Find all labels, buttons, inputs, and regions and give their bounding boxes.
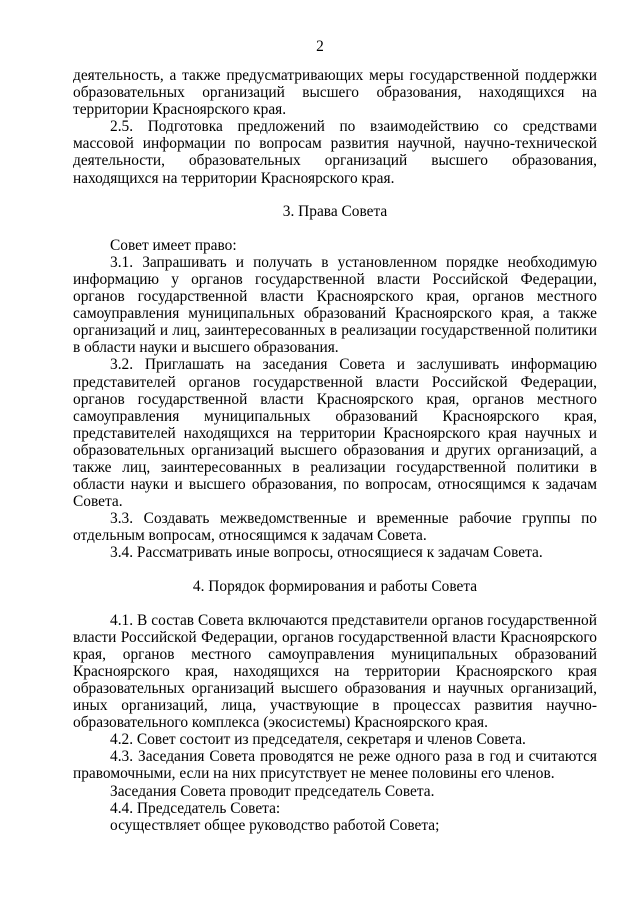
spacer [73,187,597,203]
spacer [73,562,597,578]
section-3-heading: 3. Права Совета [282,202,388,220]
paragraph-2-5: 2.5. Подготовка предложений по взаимодействию со средствами массовой информации по вопросам развития научной, научно-технической деятельности, образовательных организаций высшего образования, находящихся на территории Красноярского края. [73,118,597,187]
paragraph-3-4: 3.4. Рассматривать иные вопросы, относящиеся к задачам Совета. [110,544,543,562]
paragraph-3-1: 3.1. Запрашивать и получать в установленном порядке необходимую информацию у органов государственной власти Российской Федерации, органов государственной власти Красноярского края, органов местного самоуправления муниципальных образований Красноярского края, а также организаций и лиц, заинтересованных в реализации государственной политики в области науки и высшего образования. [73,253,597,357]
section-3-lead: Совет имеет право: [110,236,237,254]
spacer [73,595,597,612]
paragraph-4-4-item: осуществляет общее руководство работой Совета; [110,816,440,834]
paragraph-4-3-continued: Заседания Совета проводит председатель Совета. [110,782,435,800]
document-body [73,67,597,834]
paragraph-4-1: 4.1. В состав Совета включаются представители органов государственной власти Российской Федерации, органов государственной власти Красноярского края, органов местного самоуправления муниципальных образований Красноярского края, находящихся на территории Красноярского края образовательных организаций высшего образования и научных организаций, иных организаций, лица, участвующие в процессах развития научно-образовательного комплекса (экосистемы) Красноярского края. [73,611,597,732]
paragraph-4-4: 4.4. Председатель Совета: [110,799,281,817]
spacer [73,220,597,237]
paragraph-3-2: 3.2. Приглашать на заседания Совета и заслушивать информацию представителей органов государственной власти Российской Федерации, органов государственной власти Красноярского края, органов местного самоуправления муниципальных образований Красноярского края, представителей находящихся на территории Красноярского края научных и образовательных организаций высшего образования и других организаций, а также лиц, заинтересованных в реализации государственной политики в области науки и высшего образования, по вопросам, относящимся к задачам Совета. [73,356,597,511]
paragraph-3-3: 3.3. Создавать межведомственные и временные рабочие группы по отдельным вопросам, относящимся к задачам Совета. [73,510,597,545]
section-4-heading: 4. Порядок формирования и работы Совета [192,577,478,595]
paragraph-continuation: деятельность, а также предусматривающих меры государственной поддержки образовательных организаций высшего образования, находящихся на территории Красноярского края. [73,67,597,119]
paragraph-4-3: 4.3. Заседания Совета проводятся не реже одного раза в год и считаются правомочными, если на них присутствует не менее половины его членов. [73,748,597,783]
page-number: 2 [316,38,324,55]
paragraph-4-2: 4.2. Совет состоит из председателя, секретаря и членов Совета. [110,731,526,749]
